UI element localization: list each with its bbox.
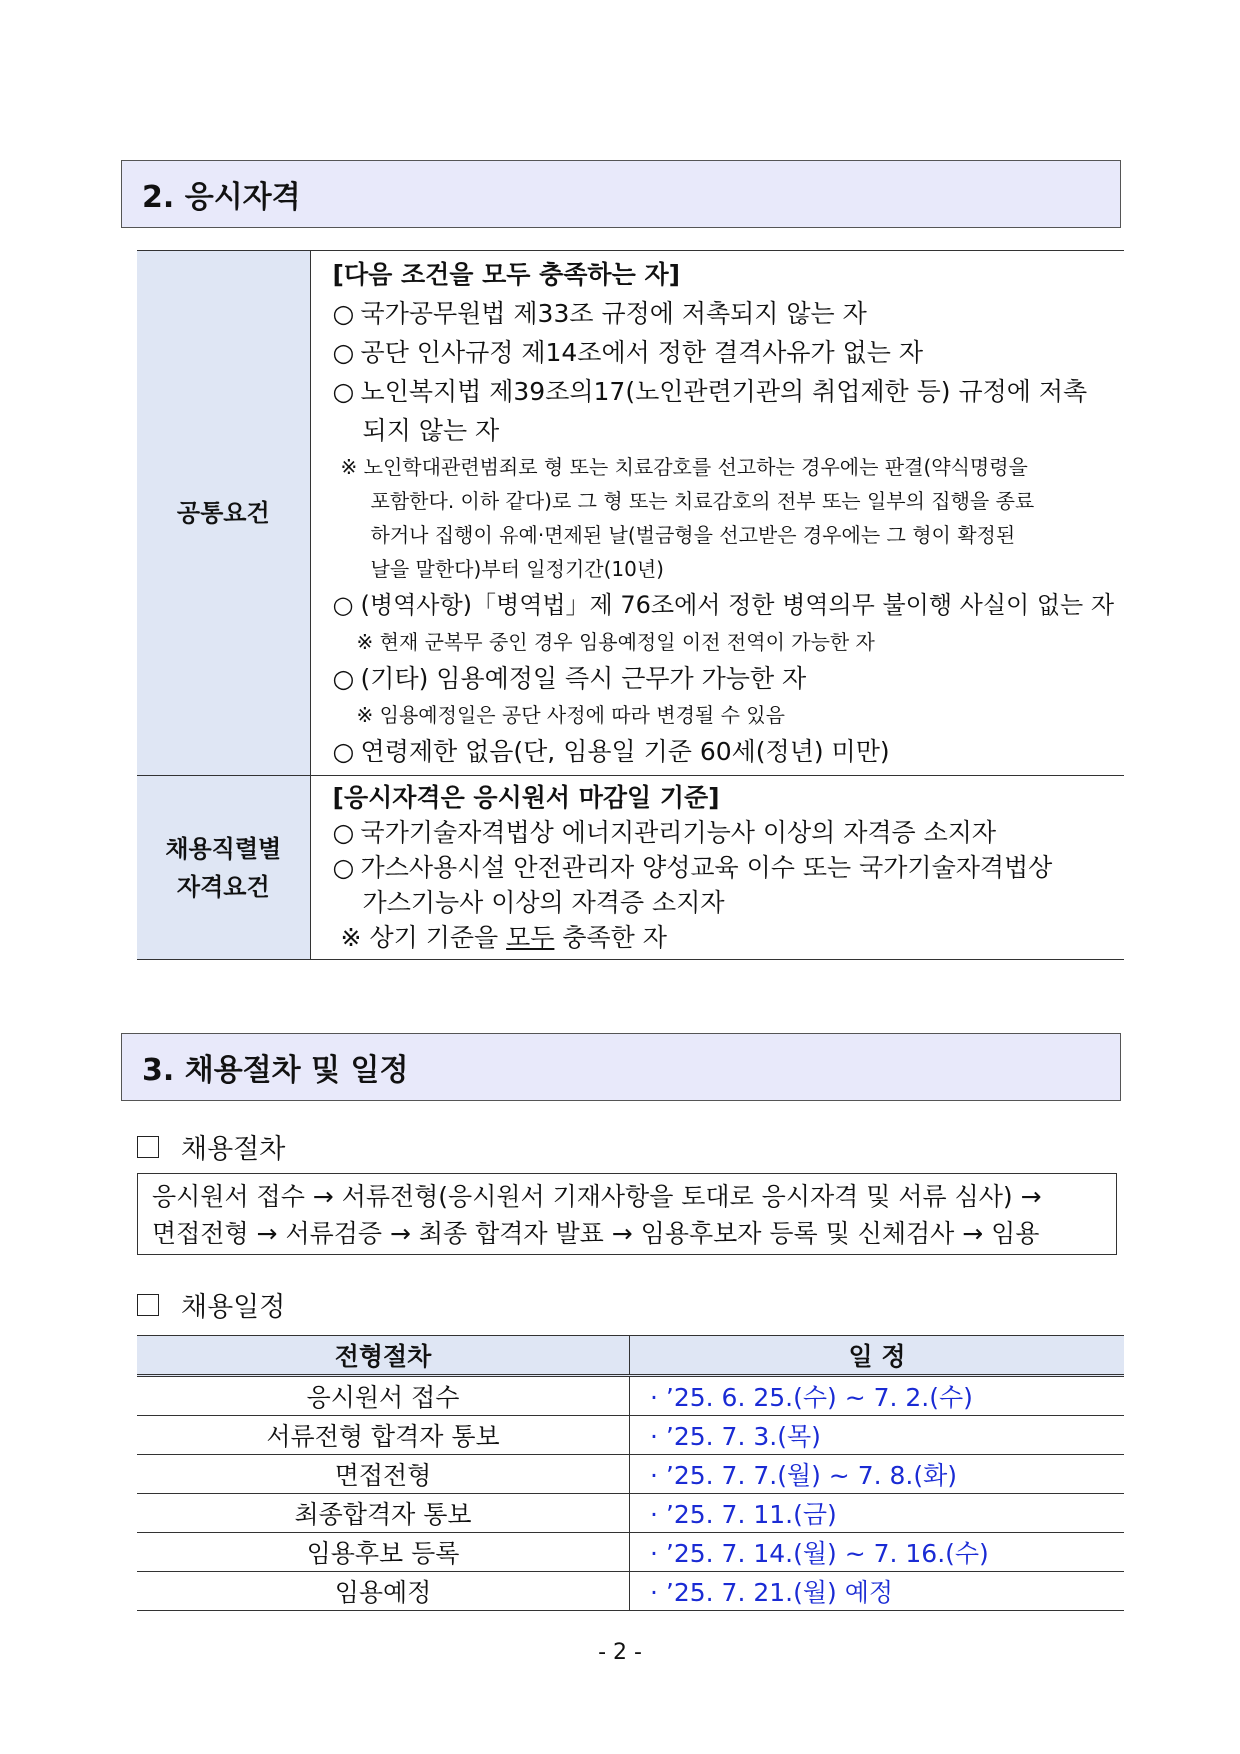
job-requirements-content <box>310 776 1124 960</box>
qualification-table <box>137 250 1124 960</box>
schedule-date: · ’25. 7. 21.(월) 예정 <box>630 1572 1125 1611</box>
table-row <box>137 1455 1124 1494</box>
schedule-step: 임용예정 <box>137 1572 630 1611</box>
bullet-icon: ○ <box>332 737 355 766</box>
section-3-header <box>121 1033 1121 1101</box>
common-requirements-row <box>137 251 1124 776</box>
job-note-underline: 모두 <box>506 923 555 952</box>
job-note-suffix: 충족한 자 <box>554 923 667 952</box>
note-1-line-1: ※ 노인학대관련범죄로 형 또는 치료감호를 선고하는 경우에는 판결(약식명령을 <box>340 455 1028 479</box>
schedule-header-step: 전형절차 <box>137 1336 630 1376</box>
checkbox-icon <box>137 1294 159 1316</box>
bullet-icon: ○ <box>332 377 355 406</box>
procedure-line-1: 응시원서 접수 → 서류전형(응시원서 기재사항을 토대로 응시자격 및 서류 심사) → <box>152 1182 1042 1211</box>
common-label-text: 공통요건 <box>176 499 270 527</box>
job-requirements-label <box>137 776 310 960</box>
job-note-prefix: ※ 상기 기준을 <box>340 923 507 952</box>
common-item-2-text: 공단 인사규정 제14조에서 정한 결격사유가 없는 자 <box>360 338 924 367</box>
bullet-icon: ○ <box>332 664 355 693</box>
schedule-step: 임용후보 등록 <box>137 1533 630 1572</box>
schedule-step: 면접전형 <box>137 1455 630 1494</box>
job-heading: [응시자격은 응시원서 마감일 기준] <box>332 783 720 812</box>
procedure-subheading <box>137 1127 285 1166</box>
table-row <box>137 1572 1124 1611</box>
section-3-title: 3. 채용절차 및 일정 <box>142 1053 409 1088</box>
job-requirements-row <box>137 776 1124 960</box>
job-item-1-text: 국가기술자격법상 에너지관리기능사 이상의 자격증 소지자 <box>360 818 997 847</box>
schedule-date: · ’25. 7. 7.(월) ~ 7. 8.(화) <box>630 1455 1125 1494</box>
table-row <box>137 1376 1124 1416</box>
table-row <box>137 1494 1124 1533</box>
note-1-line-2: 포함한다. 이하 같다)로 그 형 또는 치료감호의 전부 또는 일부의 집행을 종료 <box>370 489 1035 513</box>
common-item-4 <box>333 586 1114 625</box>
schedule-date: · ’25. 6. 25.(수) ~ 7. 2.(수) <box>630 1376 1125 1416</box>
table-row <box>137 1533 1124 1572</box>
common-item-3-cont: 되지 않는 자 <box>362 416 500 445</box>
common-item-3-text: 노인복지법 제39조의17(노인관련기관의 취업제한 등) 규정에 저촉 <box>360 377 1088 406</box>
checkbox-icon <box>137 1136 159 1158</box>
procedure-line-2: 면접전형 → 서류검증 → 최종 합격자 발표 → 임용후보자 등록 및 신체검사 → 임용 <box>152 1219 1040 1248</box>
common-item-6 <box>333 732 1114 771</box>
bullet-icon: ○ <box>332 591 354 619</box>
bullet-icon: ○ <box>332 853 355 882</box>
procedure-box <box>137 1173 1117 1255</box>
schedule-table <box>137 1335 1124 1611</box>
section-2-header <box>121 160 1121 228</box>
schedule-step: 최종합격자 통보 <box>137 1494 630 1533</box>
schedule-subheading <box>137 1285 285 1324</box>
table-row <box>137 1416 1124 1455</box>
common-item-6-text: 연령제한 없음(단, 임용일 기준 60세(정년) 미만) <box>360 737 890 766</box>
common-item-3 <box>333 372 1114 411</box>
common-item-2 <box>333 333 1114 372</box>
schedule-date: · ’25. 7. 14.(월) ~ 7. 16.(수) <box>630 1533 1125 1572</box>
common-item-1-text: 국가공무원법 제33조 규정에 저촉되지 않는 자 <box>360 299 867 328</box>
common-item-5 <box>333 659 1114 698</box>
note-2: ※ 현재 군복무 중인 경우 임용예정일 이전 전역이 가능한 자 <box>356 630 875 654</box>
schedule-step: 서류전형 합격자 통보 <box>137 1416 630 1455</box>
note-1-line-4: 날을 말한다)부터 일정기간(10년) <box>370 557 664 581</box>
procedure-title: 채용절차 <box>181 1134 286 1165</box>
page-number: - 2 - <box>598 1640 642 1665</box>
job-item-2-cont: 가스기능사 이상의 자격증 소지자 <box>362 888 725 917</box>
job-note <box>333 920 1114 955</box>
job-item-1 <box>333 815 1114 850</box>
job-label-line-1: 채용직렬별 <box>165 834 282 863</box>
common-item-1 <box>333 294 1114 333</box>
section-2-title: 2. 응시자격 <box>142 180 301 215</box>
note-3: ※ 임용예정일은 공단 사정에 따라 변경될 수 있음 <box>356 703 785 727</box>
schedule-header-row <box>137 1336 1124 1376</box>
job-label-line-2: 자격요건 <box>176 872 270 901</box>
bullet-icon: ○ <box>332 338 355 367</box>
bullet-icon: ○ <box>332 818 355 847</box>
common-requirements-label <box>137 251 310 776</box>
schedule-date: · ’25. 7. 3.(목) <box>630 1416 1125 1455</box>
schedule-step: 응시원서 접수 <box>137 1376 630 1416</box>
job-item-2 <box>333 850 1114 885</box>
bullet-icon: ○ <box>332 299 355 328</box>
note-1-line-3: 하거나 집행이 유예‧면제된 날(벌금형을 선고받은 경우에는 그 형이 확정된 <box>370 523 1016 547</box>
schedule-header-date: 일 정 <box>630 1336 1125 1376</box>
common-item-4-text: (병역사항)「병역법」제 76조에서 정한 병역의무 불이행 사실이 없는 자 <box>360 591 1114 619</box>
schedule-date: · ’25. 7. 11.(금) <box>630 1494 1125 1533</box>
schedule-title: 채용일정 <box>181 1292 286 1323</box>
job-item-2-text: 가스사용시설 안전관리자 양성교육 이수 또는 국가기술자격법상 <box>360 853 1053 882</box>
common-heading: [다음 조건을 모두 충족하는 자] <box>332 260 681 289</box>
common-item-5-text: (기타) 임용예정일 즉시 근무가 가능한 자 <box>360 664 807 693</box>
common-requirements-content <box>310 251 1124 776</box>
